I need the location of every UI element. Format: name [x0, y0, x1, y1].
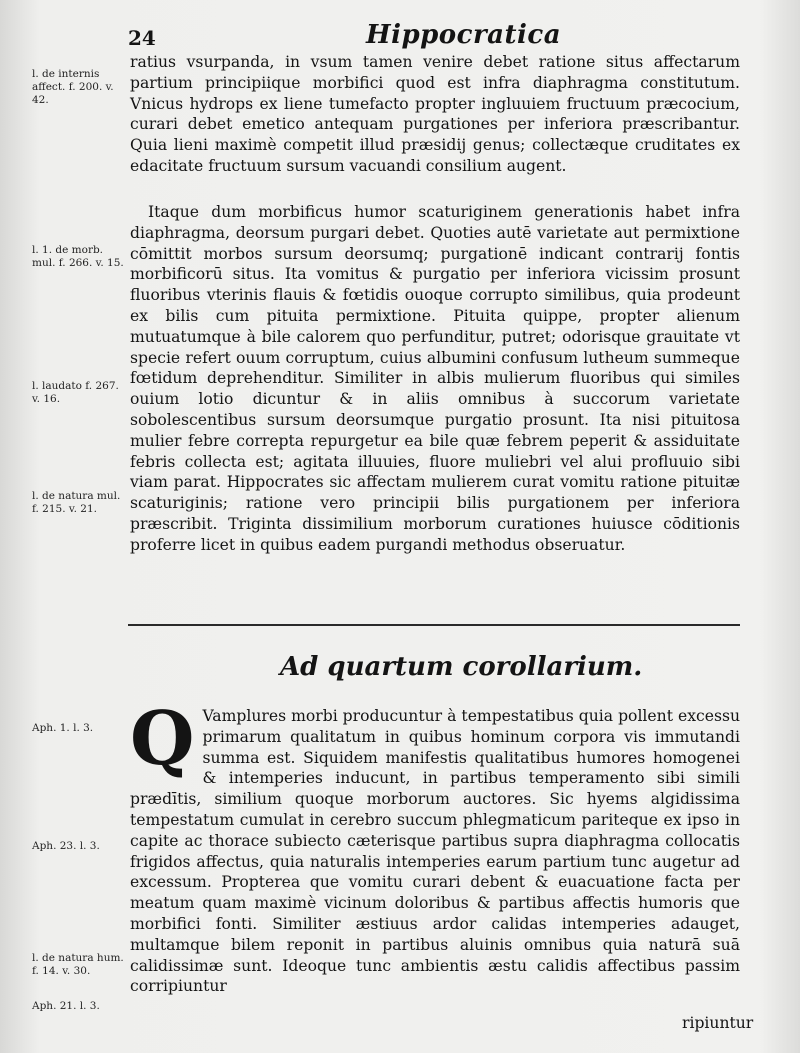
running-head: Hippocratica: [366, 20, 562, 50]
margin-note: l. de natura mul. f. 215. v. 21.: [32, 490, 121, 515]
section-divider: [128, 624, 740, 626]
catchword: ripiuntur: [682, 1014, 754, 1032]
page-header: [0, 18, 800, 54]
margin-note: l. laudato f. 267. v. 16.: [32, 380, 119, 405]
text-block-3: [130, 696, 740, 997]
text-block-2: [130, 202, 740, 556]
margin-note: l. de natura hum. f. 14. v. 30.: [32, 952, 124, 977]
margin-note: l. de internis affect. f. 200. v. 42.: [32, 68, 114, 106]
drop-cap: Q: [130, 696, 195, 782]
paragraph-1: ratius vsurpanda, in vsum tamen venire debet ratione situs affectarum partium principiique morbifici quod est infra diaphragma constitutum. Vnicus hydrops ex liene tumefacto propter ingluuiem fructuum præcocium, curari debet emetico antequam purgationes per inferiora præscribantur. Quia lieni maximè competit illud præsidij genus; collectæque cruditates ex edacitate fructuum sursum vacuandi consilium augent.: [130, 53, 740, 175]
paragraph-3: Vamplures morbi producuntur à tempestatibus quia pollent excessu primarum qualitatum in quibus hominum corpora vis immutandi summa est. Siquidem manifestis qualitatibus humores homogenei & intemperies inducunt, in partibus temperamento sibi simili prædītis, similium quoque morborum auctores. Sic hyems algidissima tempestatum cumulat in cerebro succum phlegmaticum pariteque ex ipso in capite ac thorace subiecto cæterisque partibus supra diaphragma collocatis frigidos affectus, quia naturalis intemperies earum partium tunc augetur ad excessum. Propterea que vomitu curari debent & euacuatione facta per meatum quam maximè vicinum doloribus & partibus affectis humoris que morbifici fonti. Similiter æstiuus ardor calidas intemperies adauget, multamque bilem reponit in partibus aluinis omnibus quia naturā suā calidissimæ sunt. Ideoque tunc ambientis æstu calidis affectibus passim corripiuntur: [130, 707, 740, 996]
text-block-1: [130, 52, 740, 177]
margin-note: l. 1. de morb. mul. f. 266. v. 15.: [32, 244, 124, 269]
page-number: 24: [128, 26, 156, 50]
section-heading: Ad quartum corollarium.: [280, 652, 643, 682]
paragraph-2: Itaque dum morbificus humor scaturiginem generationis habet infra diaphragma, deorsum purgari debet. Quoties autē varietate aut permixtione cōmittit morbos sursum deorsumq; purgationē indicant contrarij fontis morbificorū situs. Ita vomitus & purgatio per inferiora vicissim prosunt fluoribus vterinis flauis & fœtidis ouoque corrupto similibus, quia prodeunt ex bilis cum pituita permixtione. Pituita quippe, propter alienum mutuatumque à bile calorem quo perfunditur, putret; odorisque grauitate vt specie refert ouum corruptum, cuius albumini confusum lutheum summeque fœtidum deprehenditur. Similiter in albis mulierum fluoribus qui similes ouium lotio dicuntur & in aliis omnibus à succorum varietate sobolescentibus sursum deorsumque purgatio prosunt. Ita nisi pituitosa mulier febre correpta repurgetur ea bile quæ febrem peperit & assiduitate febris collecta est; agitata illuuies, fluore muliebri vel alui profluuio sibi viam parat. Hippocrates sic affectam mulierem curat vomitu ratione pituitæ scaturiginis; ratione vero principii bilis purgationem per inferiora præscribit. Triginta dissimilium morborum curationes huiusce cōditionis proferre licet in quibus eadem purgandi methodus obseruatur.: [130, 203, 740, 554]
margin-note: Aph. 23. l. 3.: [32, 840, 100, 852]
margin-note: Aph. 21. l. 3.: [32, 1000, 100, 1012]
margin-note: Aph. 1. l. 3.: [32, 722, 94, 734]
